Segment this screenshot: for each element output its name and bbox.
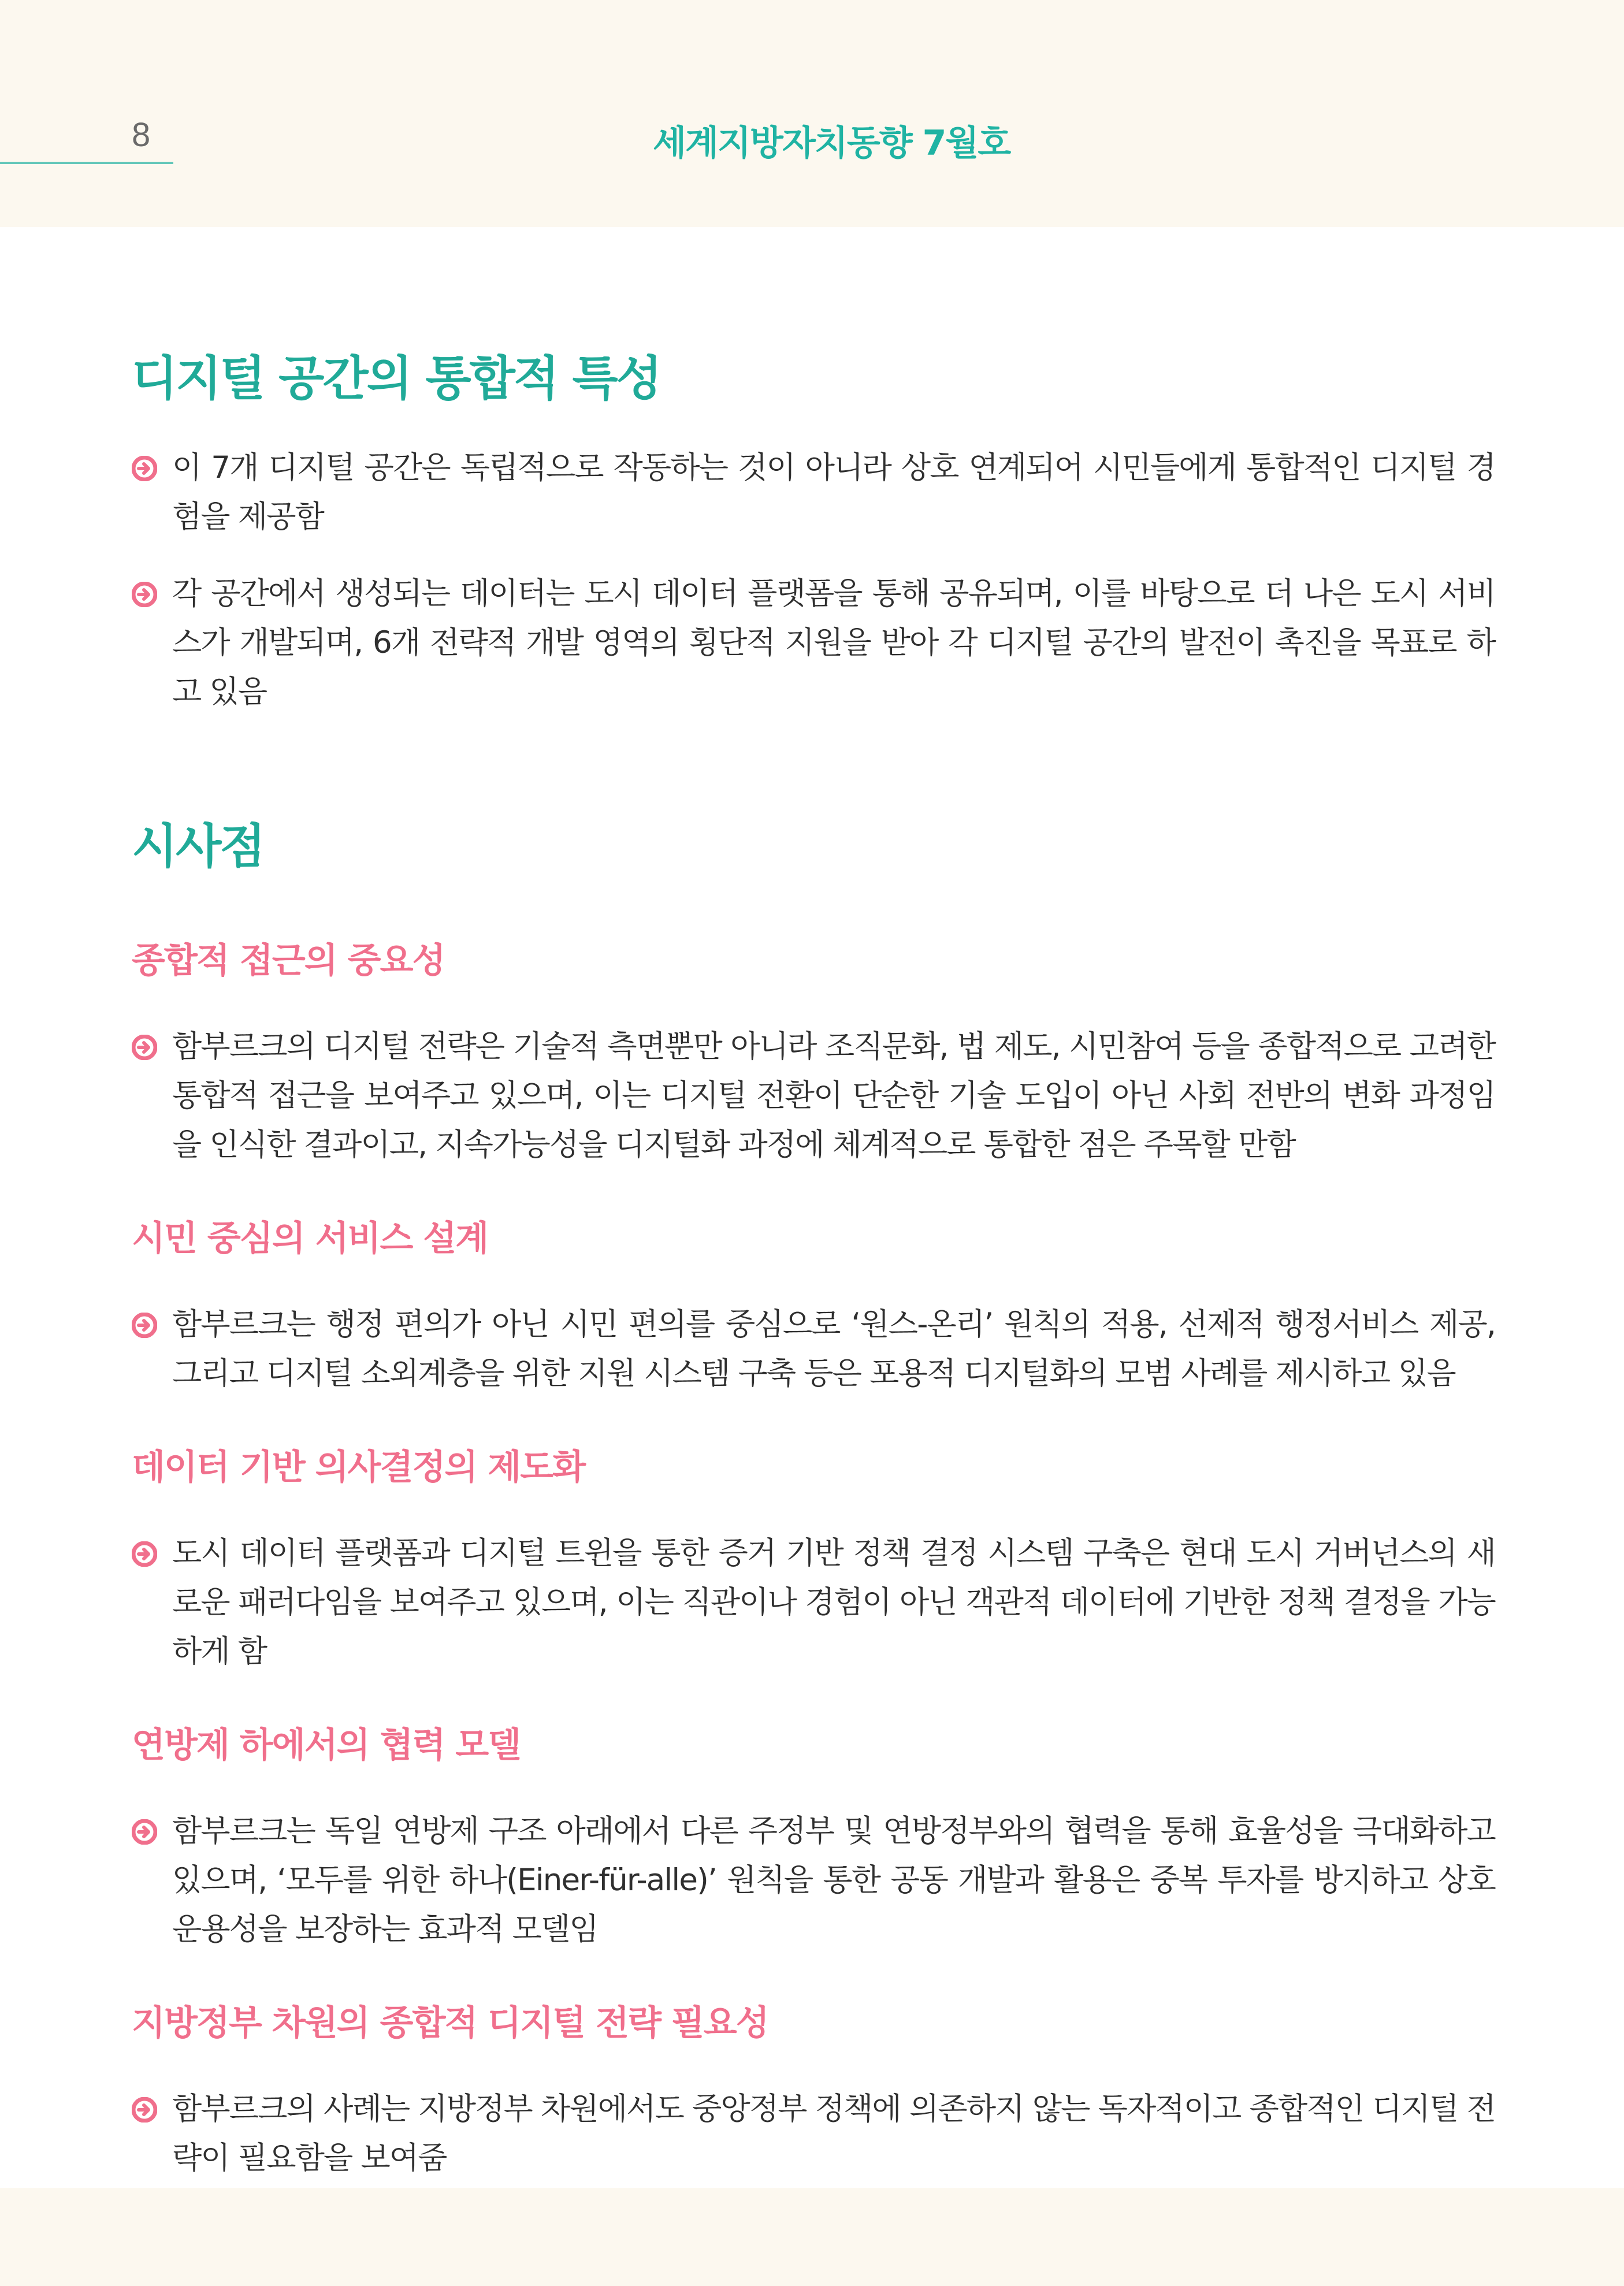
subsection-title: 종합적 접근의 중요성 — [132, 941, 445, 981]
main-content — [132, 341, 1495, 2183]
list-item-text: 함부르크는 행정 편의가 아닌 시민 편의를 중심으로 ‘원스-온리’ 원칙의 적용, 선제적 행정서비스 제공, 그리고 디지털 소외계층을 위한 지원 시스템 구축 등은 포용적 디지털화의 모범 사례를 제시하고 있음 — [172, 1307, 1495, 1391]
page-number: 8 — [132, 116, 151, 154]
subsection-title: 지방정부 차원의 종합적 디지털 전략 필요성 — [132, 2003, 768, 2043]
circled-arrow-right-icon — [132, 1313, 157, 1338]
page-header — [0, 0, 1624, 227]
subsection-title: 연방제 하에서의 협력 모델 — [132, 1725, 521, 1765]
section-heading-digital-space: 디지털 공간의 통합적 특성 — [132, 351, 660, 406]
subsection-title: 데이터 기반 의사결정의 제도화 — [132, 1447, 585, 1488]
list-item-text: 각 공간에서 생성되는 데이터는 도시 데이터 플랫폼을 통해 공유되며, 이를 바탕으로 더 나은 도시 서비스가 개발되며, 6개 전략적 개발 영역의 횡단적 지원을 받아 각 디지털 공간의 발전이 촉진을 목표로 하고 있음 — [172, 576, 1495, 709]
list-item — [132, 2084, 1495, 2183]
list-item-text: 함부르크는 독일 연방제 구조 아래에서 다른 주정부 및 연방정부와의 협력을 통해 효율성을 극대화하고 있으며, ‘모두를 위한 하나(Einer-für-alle)’ 원칙을 통한 공동 개발과 활용은 중복 투자를 방지하고 상호 운용성을 보장하는 효과적 모델임 — [172, 1813, 1496, 1947]
circled-arrow-right-icon — [132, 1035, 157, 1060]
list-item-text: 함부르크의 디지털 전략은 기술적 측면뿐만 아니라 조직문화, 법 제도, 시민참여 등을 종합적으로 고려한 통합적 접근을 보여주고 있으며, 이는 디지털 전환이 단순한 기술 도입이 아닌 사회 전반의 변화 과정임을 인식한 결과이고, 지속가능성을 디지털화 과정에 체계적으로 통합한 점은 주목할 만함 — [172, 1029, 1495, 1162]
circled-arrow-right-icon — [132, 1819, 157, 1845]
header-rule — [0, 162, 173, 164]
publication-title: 세계지방자치동향 7월호 — [653, 123, 1010, 163]
list-item — [132, 1807, 1495, 1954]
list-item-text: 도시 데이터 플랫폼과 디지털 트윈을 통한 증거 기반 정책 결정 시스템 구축은 현대 도시 거버넌스의 새로운 패러다임을 보여주고 있으며, 이는 직관이나 경험이 아닌 객관적 데이터에 기반한 정책 결정을 가능하게 함 — [172, 1536, 1495, 1669]
section-heading-implications: 시사점 — [132, 819, 264, 874]
page-footer — [0, 2188, 1624, 2286]
list-item-text: 함부르크의 사례는 지방정부 차원에서도 중앙정부 정책에 의존하지 않는 독자적이고 종합적인 디지털 전략이 필요함을 보여줌 — [172, 2091, 1495, 2176]
circled-arrow-right-icon — [132, 582, 157, 607]
circled-arrow-right-icon — [132, 456, 157, 481]
list-item-text: 이 7개 디지털 공간은 독립적으로 작동하는 것이 아니라 상호 연계되어 시민들에게 통합적인 디지털 경험을 제공함 — [172, 450, 1495, 534]
subsection-title: 시민 중심의 서비스 설계 — [132, 1218, 488, 1259]
list-item — [132, 1529, 1495, 1676]
list-item — [132, 443, 1495, 541]
circled-arrow-right-icon — [132, 2097, 157, 2123]
list-item — [132, 1300, 1495, 1398]
list-item — [132, 1022, 1495, 1169]
circled-arrow-right-icon — [132, 1541, 157, 1567]
list-item — [132, 569, 1495, 716]
